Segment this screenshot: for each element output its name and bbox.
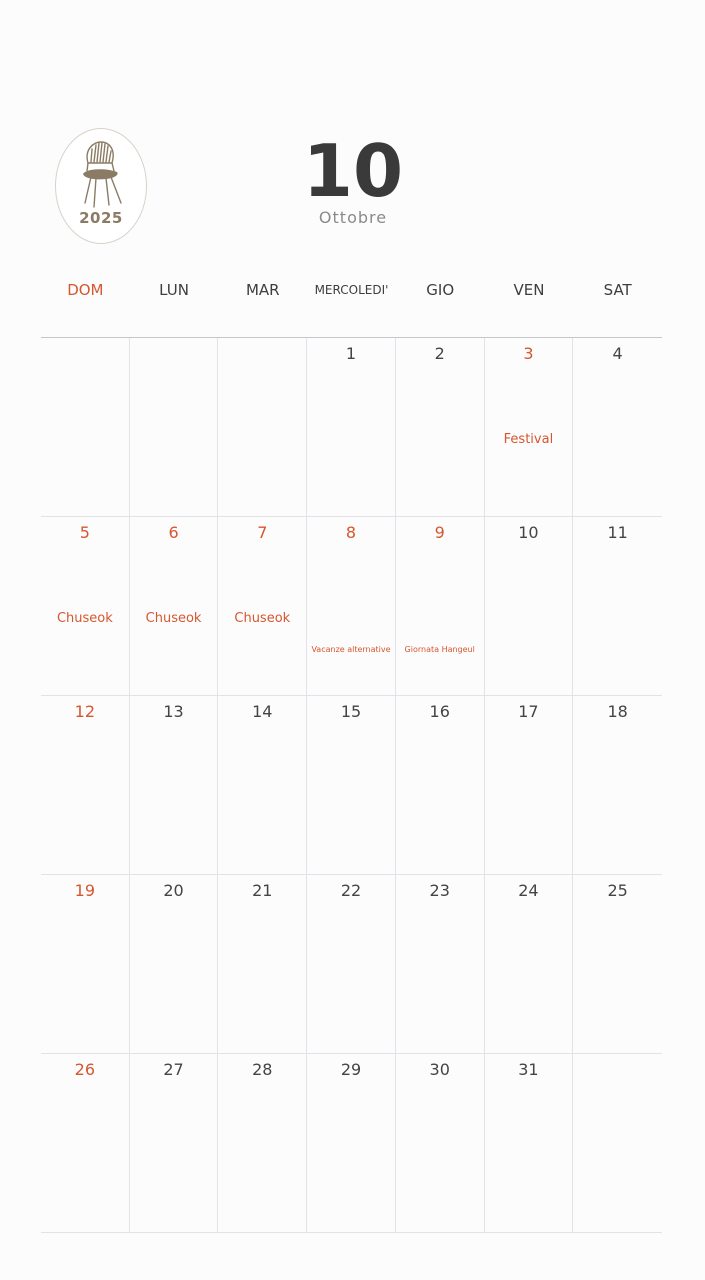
day-cell[interactable] — [130, 1054, 219, 1233]
day-cell[interactable] — [307, 1054, 396, 1233]
day-number: 21 — [252, 881, 273, 900]
day-number: 13 — [163, 702, 184, 721]
weekday-tuesday: MAR — [245, 281, 280, 299]
day-cell[interactable] — [396, 1054, 485, 1233]
empty-day-cell — [573, 1054, 662, 1233]
day-number: 26 — [74, 1060, 96, 1079]
chair-icon — [78, 141, 126, 209]
day-cell[interactable] — [573, 696, 662, 875]
day-cell[interactable] — [218, 696, 307, 875]
day-cell[interactable] — [41, 875, 130, 1054]
empty-day-cell — [130, 338, 219, 517]
day-number: 24 — [518, 881, 539, 900]
day-number: 7 — [257, 523, 268, 542]
day-number: 27 — [163, 1060, 184, 1079]
day-cell[interactable] — [130, 875, 219, 1054]
day-number: 8 — [345, 523, 357, 542]
day-number: 31 — [518, 1060, 539, 1079]
weekday-wednesday: MERCOLEDI' — [314, 283, 389, 297]
weekday-sunday: DOM — [67, 281, 104, 299]
day-number: 17 — [518, 702, 539, 721]
day-number: 20 — [163, 881, 184, 900]
day-cell[interactable] — [485, 696, 574, 875]
day-cell[interactable] — [396, 338, 485, 517]
day-cell[interactable] — [396, 696, 485, 875]
day-number: 14 — [252, 702, 273, 721]
day-number: 4 — [612, 344, 623, 363]
day-cell[interactable] — [396, 875, 485, 1054]
month-number: 10 — [302, 129, 404, 213]
weekday-header — [41, 277, 662, 307]
day-cell[interactable] — [573, 338, 662, 517]
day-cell[interactable] — [130, 696, 219, 875]
day-cell[interactable] — [41, 1054, 130, 1233]
day-cell[interactable] — [307, 517, 396, 696]
day-cell[interactable] — [218, 517, 307, 696]
day-number: 3 — [523, 344, 534, 363]
day-number: 6 — [168, 523, 179, 542]
day-number: 1 — [345, 344, 357, 363]
day-number: 30 — [429, 1060, 450, 1079]
day-cell[interactable] — [573, 875, 662, 1054]
day-number: 11 — [607, 523, 628, 542]
calendar-grid — [41, 337, 662, 1233]
day-number: 5 — [79, 523, 90, 542]
weekday-saturday: SAT — [603, 281, 632, 299]
day-cell[interactable] — [307, 696, 396, 875]
day-number: 28 — [252, 1060, 273, 1079]
weekday-friday: VEN — [513, 281, 545, 299]
day-cell[interactable] — [573, 517, 662, 696]
weekday-monday: LUN — [159, 281, 189, 299]
day-cell[interactable] — [396, 517, 485, 696]
day-cell[interactable] — [307, 875, 396, 1054]
holiday-label: Festival — [503, 432, 554, 447]
weekday-thursday: GIO — [426, 281, 455, 299]
day-number: 15 — [340, 702, 362, 721]
month-name: Ottobre — [318, 208, 388, 227]
year-badge — [55, 128, 147, 244]
year-label: 2025 — [79, 209, 123, 227]
day-number: 29 — [340, 1060, 362, 1079]
day-cell[interactable] — [130, 517, 219, 696]
day-number: 22 — [340, 881, 362, 900]
day-number: 2 — [434, 344, 445, 363]
empty-day-cell — [218, 338, 307, 517]
holiday-label: Chuseok — [56, 611, 113, 626]
holiday-label: Vacanze alternative — [311, 645, 391, 654]
day-number: 19 — [74, 881, 96, 900]
day-number: 25 — [607, 881, 628, 900]
holiday-label: Giornata Hangeul — [404, 645, 475, 654]
holiday-label: Chuseok — [145, 611, 202, 626]
empty-day-cell — [41, 338, 130, 517]
day-number: 9 — [434, 523, 445, 542]
day-number: 10 — [518, 523, 539, 542]
day-number: 23 — [429, 881, 450, 900]
day-cell[interactable] — [218, 1054, 307, 1233]
day-number: 18 — [607, 702, 628, 721]
day-number: 16 — [429, 702, 450, 721]
day-cell[interactable] — [41, 517, 130, 696]
day-cell[interactable] — [485, 875, 574, 1054]
day-cell[interactable] — [41, 696, 130, 875]
day-number: 12 — [74, 702, 96, 721]
day-cell[interactable] — [485, 517, 574, 696]
holiday-label: Chuseok — [234, 611, 291, 626]
day-cell[interactable] — [485, 1054, 574, 1233]
day-cell[interactable] — [218, 875, 307, 1054]
day-cell[interactable] — [307, 338, 396, 517]
day-cell[interactable] — [485, 338, 574, 517]
